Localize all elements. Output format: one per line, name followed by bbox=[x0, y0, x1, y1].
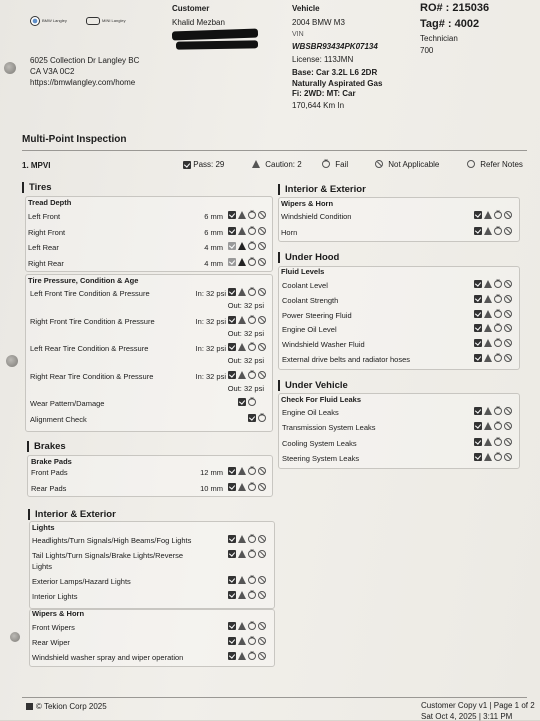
not-applicable-icon bbox=[504, 310, 512, 318]
fail-icon bbox=[494, 227, 502, 235]
fail-icon bbox=[494, 453, 502, 461]
fluid-row: Power Steering Fluid bbox=[282, 310, 352, 320]
pass-icon bbox=[248, 414, 256, 422]
caution-icon bbox=[238, 576, 246, 584]
caution-icon bbox=[238, 227, 246, 235]
pass-icon bbox=[474, 227, 482, 235]
caution-icon bbox=[238, 343, 246, 351]
wear-pattern-label: Wear Pattern/Damage bbox=[30, 399, 105, 408]
caution-icon bbox=[484, 422, 492, 430]
bmw-roundel-icon bbox=[30, 16, 40, 26]
customer-label: Customer bbox=[172, 4, 210, 13]
status-icons bbox=[228, 211, 268, 220]
caution-icon bbox=[484, 227, 492, 235]
pass-icon bbox=[228, 637, 236, 645]
aspiration-info: Naturally Aspirated Gas bbox=[292, 79, 383, 88]
legend-fail-label: Fail bbox=[335, 160, 349, 169]
not-applicable-icon bbox=[504, 280, 512, 288]
wipers-right-title: Wipers & Horn bbox=[281, 199, 334, 208]
pass-icon bbox=[474, 295, 482, 303]
interior-exterior-left-title: Interior & Exterior bbox=[28, 509, 116, 520]
pass-icon bbox=[474, 324, 482, 332]
status-icons bbox=[228, 591, 268, 600]
pass-icon bbox=[228, 467, 236, 475]
status-icons bbox=[228, 550, 268, 559]
fluid-row: Coolant Level bbox=[282, 281, 328, 290]
pass-icon bbox=[228, 227, 236, 235]
status-icons bbox=[474, 422, 514, 431]
under-hood-title: Under Hood bbox=[278, 252, 339, 263]
tire-pressure-row: Left Front Tire Condition & Pressure bbox=[30, 289, 150, 298]
caution-icon bbox=[484, 324, 492, 332]
fail-icon bbox=[248, 652, 256, 660]
odometer: 170,644 Km In bbox=[292, 101, 345, 110]
pass-icon bbox=[228, 258, 236, 266]
tread-depth-title: Tread Depth bbox=[28, 198, 72, 207]
redacted-email bbox=[176, 40, 258, 49]
brake-row: Rear Pads bbox=[31, 484, 67, 493]
not-applicable-icon bbox=[258, 242, 266, 250]
footer-divider bbox=[22, 697, 527, 698]
legend-na-label: Not Applicable bbox=[388, 160, 440, 169]
pass-icon bbox=[228, 622, 236, 630]
wear-pattern-status bbox=[238, 398, 258, 407]
not-applicable-icon bbox=[258, 576, 266, 584]
status-icons bbox=[228, 288, 268, 297]
binder-hole bbox=[10, 632, 20, 642]
leak-row: Cooling System Leaks bbox=[282, 438, 357, 448]
pass-icon bbox=[228, 288, 236, 296]
pass-icon bbox=[228, 591, 236, 599]
leak-row: Transmission System Leaks bbox=[282, 423, 376, 433]
not-applicable-icon bbox=[504, 339, 512, 347]
fluid-levels-title: Fluid Levels bbox=[281, 267, 325, 276]
copyright-text: © Tekion Corp 2025 bbox=[36, 702, 107, 711]
fail-icon bbox=[494, 422, 502, 430]
status-icons bbox=[228, 535, 268, 544]
caution-icon bbox=[484, 407, 492, 415]
not-applicable-icon bbox=[258, 316, 266, 324]
not-applicable-icon bbox=[258, 467, 266, 475]
pass-icon bbox=[474, 354, 482, 362]
fail-icon bbox=[494, 280, 502, 288]
fail-icon bbox=[258, 414, 266, 422]
pass-icon bbox=[228, 211, 236, 219]
not-applicable-icon bbox=[258, 343, 266, 351]
not-applicable-icon bbox=[504, 295, 512, 303]
wipers-right-row: Windshield Condition bbox=[281, 212, 352, 221]
pass-icon bbox=[474, 339, 482, 347]
not-applicable-icon bbox=[258, 211, 266, 219]
alignment-label: Alignment Check bbox=[30, 415, 87, 424]
tread-row: Left Rear bbox=[28, 243, 59, 252]
fail-icon bbox=[248, 622, 256, 630]
caution-icon bbox=[238, 637, 246, 645]
fail-icon bbox=[248, 591, 256, 599]
pass-icon bbox=[183, 161, 191, 169]
lights-row: Lights bbox=[32, 562, 53, 571]
pressure-in: In: 32 psi bbox=[195, 316, 226, 326]
tread-row: Right Rear bbox=[28, 258, 64, 268]
wipers-left-row: Rear Wiper bbox=[32, 638, 70, 647]
pass-icon bbox=[228, 483, 236, 491]
vehicle-name: 2004 BMW M3 bbox=[292, 18, 345, 27]
footer-copyright bbox=[26, 702, 107, 711]
fail-icon bbox=[494, 438, 502, 446]
redacted-phone bbox=[172, 29, 258, 41]
technician-label: Technician bbox=[420, 34, 458, 43]
not-applicable-icon bbox=[258, 637, 266, 645]
fail-icon bbox=[248, 467, 256, 475]
wipers-right-row: Horn bbox=[281, 228, 298, 237]
status-icons bbox=[228, 622, 268, 631]
not-applicable-icon bbox=[375, 160, 383, 168]
status-icons bbox=[228, 371, 268, 380]
dealer-address-line1: 6025 Collection Dr Langley BC bbox=[30, 56, 140, 65]
wipers-left-row: Front Wipers bbox=[32, 623, 75, 632]
status-icons bbox=[228, 467, 268, 476]
brakes-section-title: Brakes bbox=[27, 441, 66, 452]
not-applicable-icon bbox=[258, 227, 266, 235]
license: License: 113JMN bbox=[292, 55, 354, 64]
lights-title: Lights bbox=[32, 523, 55, 532]
fail-icon bbox=[248, 242, 256, 250]
status-icons bbox=[228, 258, 268, 267]
tread-row-value: 4 mm bbox=[204, 258, 223, 268]
fail-icon bbox=[248, 258, 256, 266]
fail-icon bbox=[248, 576, 256, 584]
status-icons bbox=[228, 576, 268, 585]
pass-icon bbox=[228, 242, 236, 250]
tekion-logo-icon bbox=[26, 703, 33, 710]
fail-icon bbox=[494, 339, 502, 347]
status-icons bbox=[474, 407, 514, 416]
fail-icon bbox=[248, 343, 256, 351]
pass-icon bbox=[228, 316, 236, 324]
status-icons bbox=[474, 354, 514, 363]
caution-icon bbox=[238, 467, 246, 475]
customer-name: Khalid Mezban bbox=[172, 18, 225, 27]
tire-pressure-title: Tire Pressure, Condition & Age bbox=[28, 276, 139, 285]
footer-date: Sat Oct 4, 2025 | 3:11 PM bbox=[421, 712, 513, 721]
caution-icon bbox=[484, 280, 492, 288]
status-icons bbox=[474, 310, 514, 319]
dealer-address-line2: CA V3A 0C2 bbox=[30, 67, 75, 76]
not-applicable-icon bbox=[504, 438, 512, 446]
lights-row: Headlights/Turn Signals/High Beams/Fog Lights bbox=[32, 536, 192, 545]
not-applicable-icon bbox=[258, 652, 266, 660]
fail-icon bbox=[248, 398, 256, 406]
status-icons bbox=[474, 324, 514, 333]
not-applicable-icon bbox=[504, 227, 512, 235]
dealer-logo bbox=[30, 16, 67, 26]
legend-notes-label: Refer Notes bbox=[480, 160, 523, 169]
pressure-out: Out: 32 psi bbox=[227, 328, 264, 338]
fail-icon bbox=[248, 211, 256, 219]
drive-info: Fi: 2WD: MT: Car bbox=[292, 89, 356, 98]
vin-label: VIN bbox=[292, 31, 304, 38]
pass-icon bbox=[228, 343, 236, 351]
status-icons bbox=[474, 211, 514, 220]
tire-pressure-row: Left Rear Tire Condition & Pressure bbox=[30, 344, 149, 353]
legend-fail bbox=[322, 160, 348, 169]
fail-icon bbox=[494, 324, 502, 332]
not-applicable-icon bbox=[504, 422, 512, 430]
status-icons bbox=[228, 343, 268, 352]
caution-icon bbox=[238, 288, 246, 296]
caution-icon bbox=[238, 591, 246, 599]
legend-caution-label: Caution: 2 bbox=[265, 160, 302, 169]
binder-hole bbox=[4, 62, 16, 74]
caution-icon bbox=[238, 652, 246, 660]
tread-row: Right Front bbox=[28, 227, 66, 237]
not-applicable-icon bbox=[258, 288, 266, 296]
vehicle-label: Vehicle bbox=[292, 4, 320, 13]
fail-icon bbox=[322, 160, 330, 168]
fail-icon bbox=[494, 295, 502, 303]
legend-na bbox=[375, 160, 439, 169]
caution-icon bbox=[252, 160, 260, 168]
fail-icon bbox=[248, 483, 256, 491]
brake-row: Front Pads bbox=[31, 468, 68, 477]
fail-icon bbox=[494, 407, 502, 415]
not-applicable-icon bbox=[504, 407, 512, 415]
pressure-out: Out: 32 psi bbox=[227, 383, 264, 393]
brake-row-value: 12 mm bbox=[200, 468, 223, 477]
not-applicable-icon bbox=[258, 258, 266, 266]
fluid-leaks-title: Check For Fluid Leaks bbox=[281, 395, 362, 404]
dealer-logo-text: BMW Langley bbox=[42, 18, 67, 24]
fail-icon bbox=[494, 354, 502, 362]
pressure-out: Out: 32 psi bbox=[227, 301, 264, 310]
caution-icon bbox=[484, 453, 492, 461]
pass-icon bbox=[474, 422, 482, 430]
dealer-url[interactable]: https://bmwlangley.com/home bbox=[30, 78, 136, 87]
caution-icon bbox=[238, 316, 246, 324]
legend-pass-label: Pass: 29 bbox=[193, 160, 225, 169]
tread-row-value: 6 mm bbox=[204, 227, 223, 237]
caution-icon bbox=[484, 438, 492, 446]
caution-icon bbox=[238, 550, 246, 558]
status-icons bbox=[474, 227, 514, 236]
not-applicable-icon bbox=[504, 324, 512, 332]
footer-copy: Customer Copy v1 | Page 1 of 2 bbox=[421, 701, 535, 710]
not-applicable-icon bbox=[258, 535, 266, 543]
binder-hole bbox=[6, 355, 18, 367]
fail-icon bbox=[248, 550, 256, 558]
pass-icon bbox=[228, 371, 236, 379]
tires-section-title: Tires bbox=[22, 182, 52, 193]
status-icons bbox=[228, 242, 268, 251]
status-icons bbox=[474, 295, 514, 304]
caution-icon bbox=[238, 371, 246, 379]
fail-icon bbox=[494, 211, 502, 219]
caution-icon bbox=[484, 339, 492, 347]
fail-icon bbox=[248, 371, 256, 379]
pass-icon bbox=[228, 535, 236, 543]
lights-row: Tail Lights/Turn Signals/Brake Lights/Reverse bbox=[32, 551, 184, 560]
brake-row-value: 10 mm bbox=[200, 484, 223, 493]
vin-value: WBSBR93434PK07134 bbox=[292, 42, 378, 51]
fail-icon bbox=[248, 637, 256, 645]
fail-icon bbox=[248, 227, 256, 235]
lights-row: Interior Lights bbox=[32, 592, 78, 601]
mpvi-item: 1. MPVI bbox=[22, 161, 51, 170]
caution-icon bbox=[238, 258, 246, 266]
not-applicable-icon bbox=[504, 453, 512, 461]
status-icons bbox=[474, 339, 514, 348]
fluid-row: Coolant Strength bbox=[282, 295, 339, 305]
fail-icon bbox=[494, 310, 502, 318]
pass-icon bbox=[474, 280, 482, 288]
tread-row-value: 4 mm bbox=[204, 243, 223, 252]
not-applicable-icon bbox=[258, 622, 266, 630]
fail-icon bbox=[248, 316, 256, 324]
fluid-row: Windshield Washer Fluid bbox=[282, 340, 365, 350]
mini-logo-text: MINI Langley bbox=[102, 18, 126, 24]
info-icon bbox=[467, 160, 475, 168]
not-applicable-icon bbox=[258, 550, 266, 558]
not-applicable-icon bbox=[258, 371, 266, 379]
pass-icon bbox=[228, 652, 236, 660]
caution-icon bbox=[484, 211, 492, 219]
pressure-in: In: 32 psi bbox=[195, 289, 226, 298]
pass-icon bbox=[238, 398, 246, 406]
interior-exterior-right-title: Interior & Exterior bbox=[278, 184, 366, 195]
title-divider bbox=[22, 150, 527, 151]
alignment-status bbox=[248, 414, 268, 423]
legend-notes bbox=[467, 160, 523, 169]
ro-number: RO# : 215036 bbox=[420, 2, 490, 14]
leak-row: Engine Oil Leaks bbox=[282, 408, 339, 417]
pressure-in: In: 32 psi bbox=[195, 371, 226, 381]
status-icons bbox=[228, 227, 268, 236]
inspection-title: Multi-Point Inspection bbox=[22, 134, 127, 145]
wipers-left-row: Windshield washer spray and wiper operation bbox=[32, 653, 184, 662]
wipers-left-title: Wipers & Horn bbox=[32, 609, 85, 618]
pass-icon bbox=[228, 576, 236, 584]
fluid-row: Engine Oil Level bbox=[282, 325, 337, 335]
caution-icon bbox=[238, 483, 246, 491]
caution-icon bbox=[238, 535, 246, 543]
pressure-in: In: 32 psi bbox=[195, 344, 226, 353]
status-icons bbox=[474, 438, 514, 447]
caution-icon bbox=[484, 295, 492, 303]
fail-icon bbox=[248, 288, 256, 296]
tire-pressure-row: Right Front Tire Condition & Pressure bbox=[30, 316, 155, 326]
tread-row: Left Front bbox=[28, 212, 61, 221]
pressure-out: Out: 32 psi bbox=[227, 356, 264, 365]
tread-row-value: 6 mm bbox=[204, 212, 223, 221]
not-applicable-icon bbox=[504, 354, 512, 362]
legend-caution bbox=[252, 160, 302, 169]
lights-row: Exterior Lamps/Hazard Lights bbox=[32, 577, 131, 586]
tire-pressure-row: Right Rear Tire Condition & Pressure bbox=[30, 371, 154, 381]
fail-icon bbox=[248, 535, 256, 543]
tag-number: Tag# : 4002 bbox=[420, 18, 480, 30]
brake-pads-title: Brake Pads bbox=[31, 457, 72, 466]
not-applicable-icon bbox=[258, 591, 266, 599]
status-icons bbox=[474, 453, 514, 462]
pass-icon bbox=[474, 407, 482, 415]
status-icons bbox=[228, 316, 268, 325]
base-info: Base: Car 3.2L L6 2DR bbox=[292, 68, 378, 77]
pass-icon bbox=[474, 453, 482, 461]
leak-row: Steering System Leaks bbox=[282, 453, 360, 463]
caution-icon bbox=[238, 242, 246, 250]
not-applicable-icon bbox=[258, 483, 266, 491]
fluid-row: External drive belts and radiator hoses bbox=[282, 355, 410, 364]
pass-icon bbox=[474, 438, 482, 446]
caution-icon bbox=[484, 354, 492, 362]
pass-icon bbox=[228, 550, 236, 558]
technician-value: 700 bbox=[420, 46, 434, 55]
under-vehicle-title: Under Vehicle bbox=[278, 380, 348, 391]
status-icons bbox=[474, 280, 514, 289]
mini-logo bbox=[86, 17, 126, 25]
status-icons bbox=[228, 483, 268, 492]
pass-icon bbox=[474, 310, 482, 318]
not-applicable-icon bbox=[504, 211, 512, 219]
mini-wing-icon bbox=[86, 17, 100, 25]
status-icons bbox=[228, 652, 268, 661]
caution-icon bbox=[238, 211, 246, 219]
caution-icon bbox=[484, 310, 492, 318]
legend-pass bbox=[183, 160, 224, 169]
caution-icon bbox=[238, 622, 246, 630]
status-icons bbox=[228, 637, 268, 646]
pass-icon bbox=[474, 211, 482, 219]
